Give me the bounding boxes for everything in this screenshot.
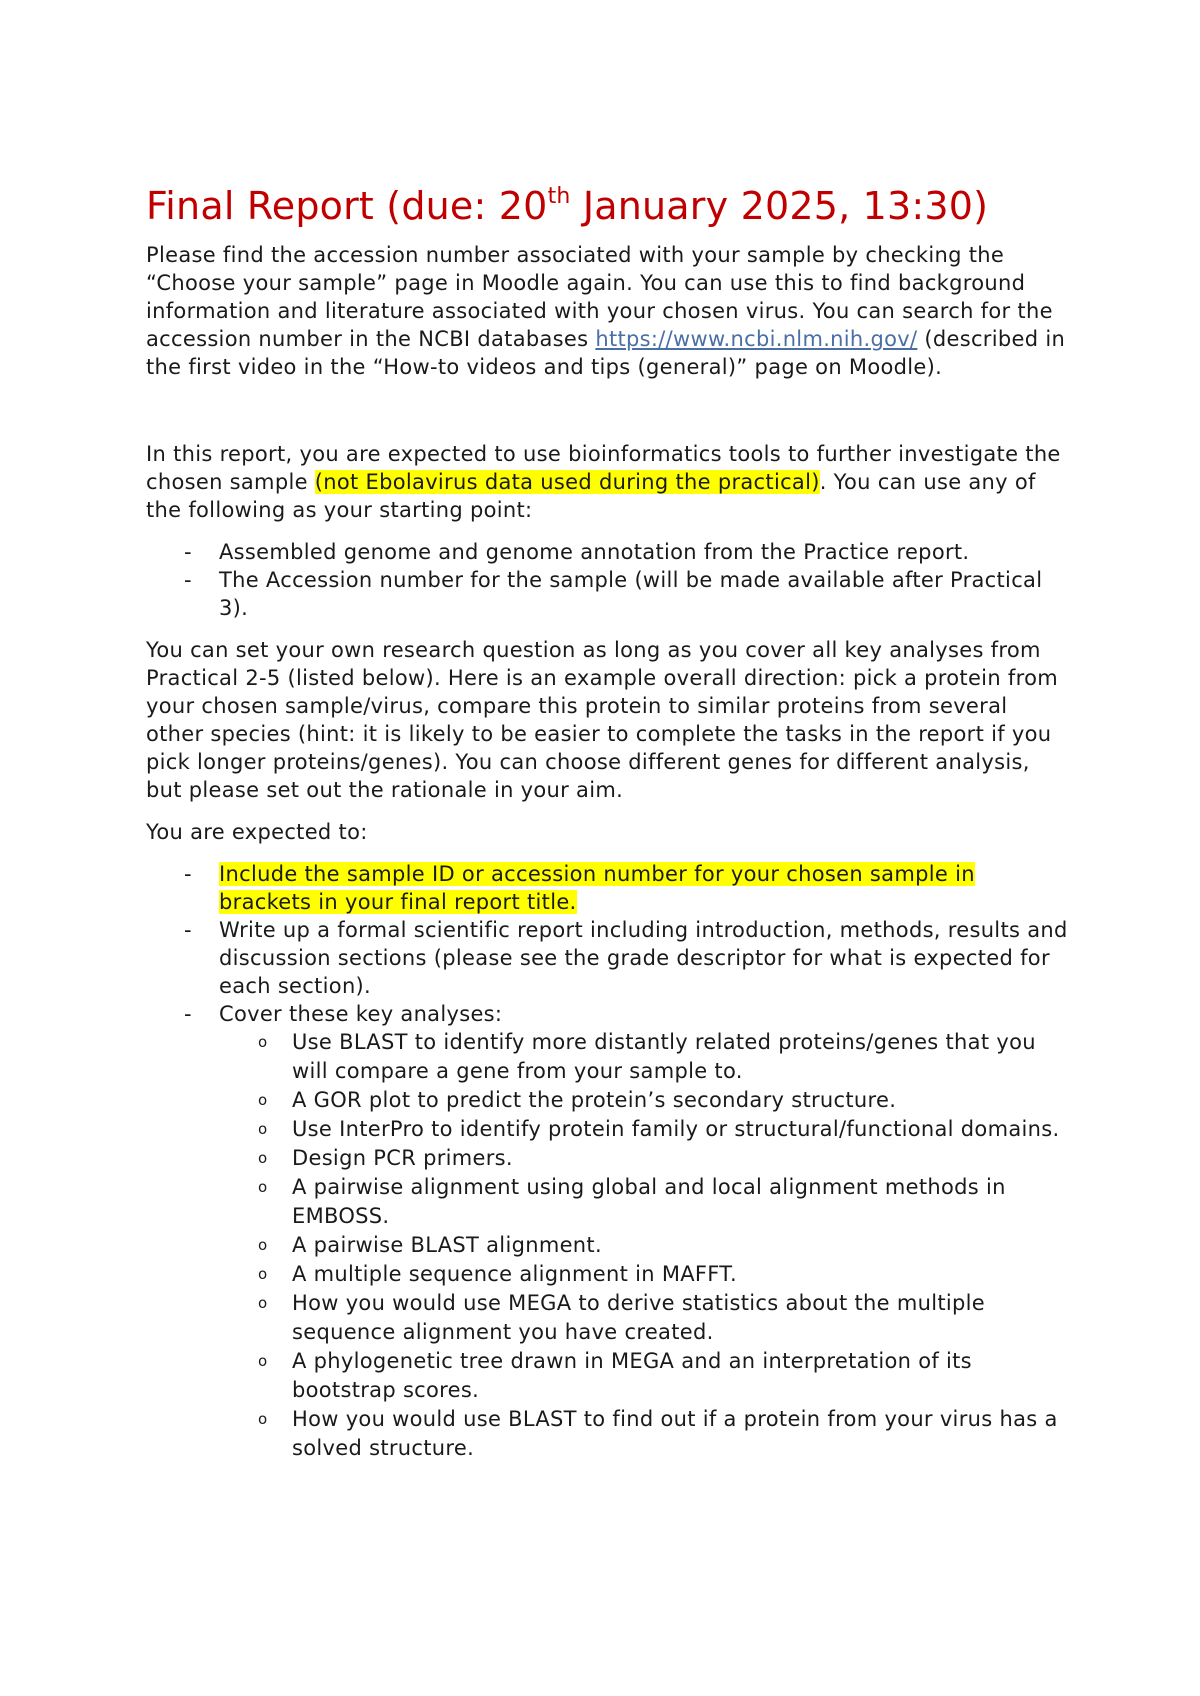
analysis-text: Use BLAST to identify more distantly related proteins/genes that you will compare a gene from your sample to. xyxy=(292,1030,1036,1083)
dash-bullet: - xyxy=(184,568,192,592)
highlighted-requirement: Include the sample ID or accession number for your chosen sample in brackets in your final report title. xyxy=(219,862,975,914)
dash-bullet: - xyxy=(184,918,192,942)
list-item xyxy=(146,916,1070,1000)
analysis-text: How you would use BLAST to find out if a protein from your virus has a solved structure. xyxy=(292,1407,1058,1460)
title-text-end: January 2025, 13:30) xyxy=(570,184,989,228)
list-item xyxy=(146,860,1070,916)
circle-bullet: o xyxy=(258,1410,268,1428)
analysis-item xyxy=(146,1260,1070,1289)
list-item-text: Write up a formal scientific report including introduction, methods, results and discussion sections (please see the grade descriptor for what is expected for each section). xyxy=(219,918,1068,998)
circle-bullet: o xyxy=(258,1294,268,1312)
dash-bullet: - xyxy=(184,1002,192,1026)
list-item xyxy=(146,1000,1070,1463)
list-item xyxy=(146,538,1070,566)
report-text: In this report, you are expected to use bioinformatics tools to further investigate the chosen sample xyxy=(146,442,1061,494)
analyses-list xyxy=(219,1028,1070,1463)
analysis-item xyxy=(146,1028,1070,1086)
research-paragraph: You can set your own research question as long as you cover all key analyses from Practical 2-5 (listed below). Here is an example overall direction: pick a protein from your chosen sample/virus, compare this protein to similar proteins from several other species (hint: it is likely to be easier to complete the tasks in the report if you pick longer proteins/genes). You can choose different genes for different analysis, but please set out the rationale in your aim. xyxy=(146,638,1058,802)
analysis-text: A multiple sequence alignment in MAFFT. xyxy=(292,1262,737,1286)
list-item-text: Assembled genome and genome annotation from the Practice report. xyxy=(219,540,970,564)
report-text-end: . You can use any of the following as your starting point: xyxy=(146,470,1036,522)
intro-paragraph xyxy=(146,241,1070,381)
circle-bullet: o xyxy=(258,1149,268,1167)
analysis-item xyxy=(146,1405,1070,1463)
highlighted-note: (not Ebolavirus data used during the practical) xyxy=(314,470,820,494)
analysis-item xyxy=(146,1086,1070,1115)
intro-text-end: (described in the first video in the “How-to videos and tips (general)” page on Moodle). xyxy=(146,327,1066,379)
circle-bullet: o xyxy=(258,1236,268,1254)
circle-bullet: o xyxy=(258,1178,268,1196)
analysis-item xyxy=(146,1144,1070,1173)
starting-points-list xyxy=(146,538,1070,622)
title-superscript: th xyxy=(547,184,571,209)
circle-bullet: o xyxy=(258,1352,268,1370)
expected-heading: You are expected to: xyxy=(146,820,368,844)
analysis-text: A GOR plot to predict the protein’s secondary structure. xyxy=(292,1088,897,1112)
ncbi-link[interactable]: https://www.ncbi.nlm.nih.gov/ xyxy=(595,327,918,351)
analysis-text: A phylogenetic tree drawn in MEGA and an interpretation of its bootstrap scores. xyxy=(292,1349,972,1402)
analysis-item xyxy=(146,1115,1070,1144)
analysis-text: Design PCR primers. xyxy=(292,1146,513,1170)
list-item-text: The Accession number for the sample (will be made available after Practical 3). xyxy=(219,568,1043,620)
analysis-text: Use InterPro to identify protein family or structural/functional domains. xyxy=(292,1117,1060,1141)
analysis-item xyxy=(146,1173,1070,1231)
analysis-text: A pairwise alignment using global and local alignment methods in EMBOSS. xyxy=(292,1175,1006,1228)
analysis-text: A pairwise BLAST alignment. xyxy=(292,1233,602,1257)
report-title xyxy=(146,183,1070,229)
analysis-text: How you would use MEGA to derive statistics about the multiple sequence alignment you have created. xyxy=(292,1291,986,1344)
list-item xyxy=(146,566,1070,622)
report-paragraph xyxy=(146,440,1070,524)
analysis-item xyxy=(146,1231,1070,1260)
title-text: Final Report (due: 20 xyxy=(146,184,548,228)
intro-text: Please find the accession number associated with your sample by checking the “Choose your sample” page in Moodle again. You can use this to find background information and literature associated with your chosen virus. You can search for the accession number in the NCBI databases xyxy=(146,243,1053,351)
circle-bullet: o xyxy=(258,1120,268,1138)
circle-bullet: o xyxy=(258,1091,268,1109)
analysis-item xyxy=(146,1289,1070,1347)
analysis-item xyxy=(146,1347,1070,1405)
circle-bullet: o xyxy=(258,1033,268,1051)
dash-bullet: - xyxy=(184,862,192,886)
circle-bullet: o xyxy=(258,1265,268,1283)
expected-list xyxy=(146,860,1070,1463)
list-item-text: Cover these key analyses: xyxy=(219,1002,503,1026)
dash-bullet: - xyxy=(184,540,192,564)
